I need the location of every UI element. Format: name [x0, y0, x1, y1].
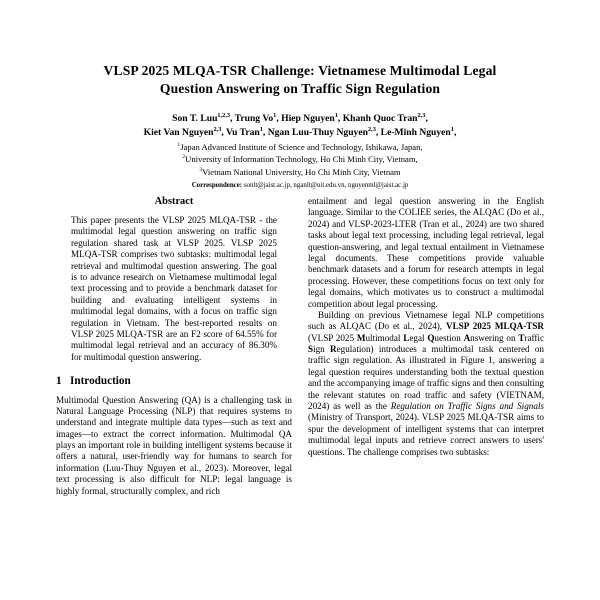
- rc2-part-1: Building on previous Vietnamese legal NLP competitions such as ALQAC (Do et al., 2024),: [308, 309, 544, 332]
- author-separator: ,: [453, 127, 457, 139]
- author-separator: ,: [425, 113, 428, 125]
- rc2-part-6: nswering on: [470, 332, 519, 343]
- affiliation-text: Vietnam National University, Ho Chi Minh City, Vietnam: [202, 166, 401, 177]
- acronym-letter-r: R: [330, 344, 337, 355]
- abstract-text-part-1: This paper presents the VLSP 2025 MLQA-TSR - the multimodal legal question answering on traffic sign regulation shared task at VLSP 2025. VLSP 2025 MLQA-TSR comprises two subtasks: multimodal legal retrieval and multimodal question answering. The goal is to advance research on Vietnamese multimodal legal text processing and to provide a benchmark dataset for building and evaluating intelligent systems in multimodal legal domains, with a focus on traffic sign regulation in Vietnam. The best-reported results on VLSP 2025 MLQA-TSR are an F2 score of: [71, 215, 277, 339]
- title-line-2: Question Answering on Traffic Sign Regulation: [159, 81, 441, 97]
- author-affil-marker: 1: [273, 112, 277, 120]
- author-affil-marker: 1: [450, 125, 454, 133]
- author-affil-marker: 2,3: [417, 112, 426, 120]
- author-affil-marker: 1: [259, 125, 263, 133]
- right-column-paragraph-1: entailment and legal question answering in the English language. Similar to the COLIEE series, the ALQAC (Do et al., 2024) and VLSP-2023-LTER (Tran et al., 2024) are two shared tasks about legal text processing, including legal retrieval, legal question-answering, and legal textual entailment in Vietnamese legal documents. These competitions provide valuable benchmark datasets and a forum for research attempts in legal processing. However, these competitions focus on text only for legal domains, which motivates us to construct a multimodal competition about legal processing.: [308, 196, 544, 309]
- affiliation-marker: 2: [182, 154, 186, 161]
- author-name: Kiet Van Nguyen: [143, 127, 214, 139]
- right-column-paragraph-2: [308, 310, 544, 458]
- rc2-part-10: (Ministry of Transport, 2024). VLSP 2025 MLQA-TSR aims to spur the development of intelligent systems that can interpret multimodal legal inputs and retrieve correct answers to users' questions. The challenge comprises two subtasks:: [308, 412, 544, 457]
- affiliation-text: Japan Advanced Institute of Science and Technology, Ishikawa, Japan,: [180, 141, 423, 152]
- rc2-part-2: (VLSP 2025: [308, 332, 357, 343]
- rc2-part-5: uestion: [434, 332, 464, 343]
- paper-header: [0, 0, 600, 191]
- author-affil-marker: 2,3: [367, 125, 376, 133]
- affiliation-1: [56, 141, 544, 153]
- affiliation-marker: 3: [199, 166, 203, 173]
- author-name: , Ngan Luu-Thuy Nguyen: [262, 127, 368, 139]
- f2-score-value: 64.55%: [235, 328, 264, 339]
- section-number: 1: [56, 375, 62, 388]
- right-column: [308, 196, 544, 600]
- abstract-text-part-2: for multimodal legal retrieval and an accuracy of: [71, 328, 278, 351]
- cited-regulation-title: Regulation on Traffic Signs and Signals: [390, 401, 544, 412]
- author-line-1: [56, 112, 544, 126]
- author-name: , Hiep Nguyen: [276, 113, 335, 125]
- abstract-text-part-3: for multimodal question answering.: [71, 351, 202, 362]
- author-name: Son T. Luu: [172, 113, 218, 125]
- acronym-letter-q: Q: [427, 332, 435, 343]
- affiliation-2: [56, 153, 544, 165]
- rc2-part-8: ign: [313, 344, 330, 355]
- title-line-1: VLSP 2025 MLQA-TSR Challenge: Vietnamese Multimodal Legal: [103, 63, 497, 78]
- author-line-2: [56, 126, 544, 140]
- affiliation-3: [56, 166, 544, 178]
- abstract-section: [71, 196, 277, 363]
- acronym-letter-a: A: [463, 332, 471, 343]
- section-title: Introduction: [70, 375, 131, 388]
- introduction-paragraph-1: Multimodal Question Answering (QA) is a challenging task in Natural Language Processing (NLP) that requires systems to understand and integrate multiple data types—such as text and images—to extract the correct information. Multimodal QA plays an important role in building intelligent systems because it offers a natural, user-friendly way for humans to search for information (Luu-Thuy Nguyen et al., 2023). Moreover, legal text processing is also difficult for NLP: legal language is highly formal, structurally complex, and rich: [56, 394, 292, 496]
- section-heading-introduction: [56, 375, 292, 388]
- rc2-part-4: egal: [409, 332, 428, 343]
- author-name: , Le-Minh Nguyen: [375, 127, 451, 139]
- author-affil-marker: 1,2,3: [217, 112, 231, 120]
- abstract-paragraph: [71, 215, 277, 363]
- acronym-letter-t: T: [518, 332, 525, 343]
- rc2-part-7: raffic: [524, 332, 544, 343]
- abstract-heading: Abstract: [154, 196, 194, 207]
- author-name: , Trung Vo: [230, 113, 274, 125]
- rc2-part-9: egulation) introduces a multimodal task centered on traffic sign regulation. As illustrated in Figure 1, answering a legal question requires understanding both the textual question and the accompanying image of traffic signs and then consulting the relevant statutes on road traffic and safety (VIETNAM, 2024) as well as the: [308, 344, 544, 412]
- affiliation-text: University of Information Technology, Ho Chi Minh City, Vietnam,: [185, 154, 418, 165]
- affiliation-list: [56, 141, 544, 178]
- affiliation-marker: 1: [177, 141, 181, 148]
- body-columns: [0, 196, 600, 600]
- author-name: , Khanh Quoc Tran: [337, 113, 418, 125]
- correspondence-line: [56, 181, 544, 191]
- acronym-letter-m: M: [356, 332, 366, 343]
- challenge-name-bold: VLSP 2025 MLQA-TSR: [445, 321, 544, 332]
- author-name: , Vu Tran: [221, 127, 260, 139]
- accuracy-value: 86.30%: [248, 340, 277, 351]
- page-title: [56, 62, 544, 98]
- author-list: [56, 112, 544, 139]
- correspondence-label: Correspondence:: [191, 181, 243, 189]
- correspondence-emails: sonlt@jaist.ac.jp, nganlt@uit.edu.vn, nguyenml@jaist.ac.jp: [243, 181, 409, 189]
- left-column: [56, 196, 292, 600]
- acronym-letter-s: S: [308, 344, 314, 355]
- author-affil-marker: 2,3: [213, 125, 222, 133]
- author-affil-marker: 1: [334, 112, 338, 120]
- acronym-letter-l: L: [403, 332, 410, 343]
- rc2-part-3: ultimodal: [365, 332, 404, 343]
